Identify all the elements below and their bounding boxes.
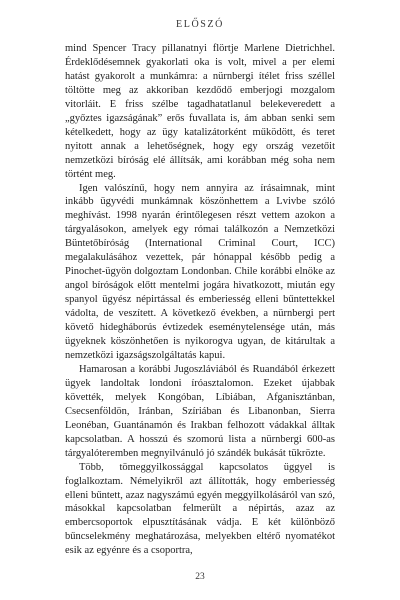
paragraph-4: Több, tömeggyilkossággal kapcsolatos üggyel is foglalkoztam. Némelyikről azt állították, hogy emberiesség elleni bűntett, azaz nagyszámú egyén meggyilkolásáról van szó, másokkal kapcsolatban felmerült a népirtás, azaz az embercsoportok elpusztításának vádja. E két különböző bűncselekmény meghatározása, melyekben eltérő nyomatékot esik az egyénre és a csoportra, xyxy=(65,461,335,557)
running-header: ELŐSZÓ xyxy=(176,19,224,30)
page-number: 23 xyxy=(195,572,205,582)
paragraph-3: Hamarosan a korábbi Jugoszláviából és Ruandából érkezett ügyek landoltak londoni íróasztalomon. Ezeket újabbak követték, melyek Kongóban, Líbiában, Afganisztánban, Csecsenföldön, Iránban, Szíriában és Libanonban, Sierra Leonéban, Guantánamón és Irakban felhozott vádakkal álltak kapcsolatban. A hosszú és szomorú lista a nürnbergi 600-as tárgyalóteremben megnyilvánuló jó szándék bukását tükrözte. xyxy=(65,363,335,459)
paragraph-1: mind Spencer Tracy pillanatnyi flörtje Marlene Dietrichhel. Érdeklődésemnek gyakorlati oka is volt, mivel a per elemi hatást gyakorolt a munkámra: a nürnbergi ítélet friss széllel töltötte meg az akkoriban kezdődő emberjogi mozgalom vitorláit. E friss szélbe tagadhatatlanul belekeveredett a „győztes igazságának” erős fuvallata is, ám abban senki sem kételkedett, hogy az ügy katalizátorként működött, és teret nyitott annak a lehetőségnek, hogy egy ország vezetőit nemzetközi bíróság elé állítsák, ami korábban még soha nem történt meg. xyxy=(65,43,335,180)
body-text xyxy=(65,42,335,558)
paragraph-2: Igen valószínű, hogy nem annyira az írásaimnak, mint inkább ügyvédi munkámnak köszönhettem a Lvivbe szóló meghívást. 1998 nyarán érintőlegesen részt vettem azokon a tárgyalásokon, amelyek egy római találkozón a Nemzetközi Büntetőbíróság (International Criminal Court, ICC) megalakulásához vezettek, pár hónappal később pedig a Pinochet-ügyön dolgoztam Londonban. Chile korábbi elnöke az angol bíróságok előtt mentelmi jogára hivatkozott, miután egy spanyol ügyész népirtással és emberiesség elleni bűntettekkel vádolta, de veszített. A következő években, a nürnbergi pert követő hidegháborús évtizedek eseménytelensége után, más ügyeknek köszönhetően is nyikorogva ugyan, de kitárultak a nemzetközi igazságszolgáltatás kapui. xyxy=(65,182,335,361)
